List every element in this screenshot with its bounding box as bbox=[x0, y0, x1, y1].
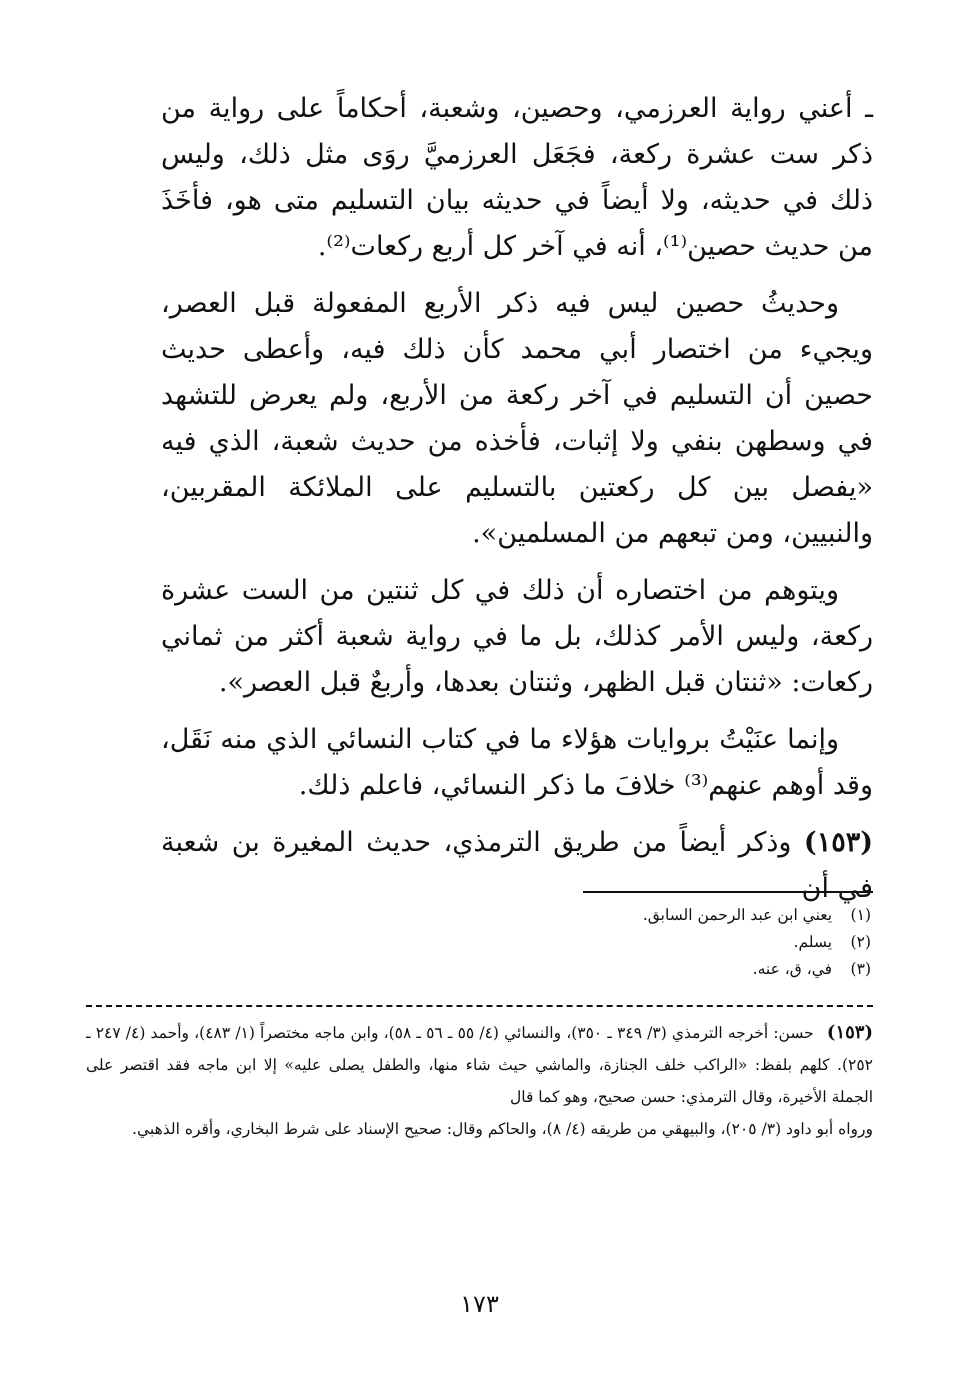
footnote-text: في، ق، عنه. bbox=[752, 960, 833, 978]
hadith-number: (١٥٣) bbox=[803, 827, 873, 858]
takhrij-paragraph-2: ورواه أبو داود (٣/ ٢٠٥)، والبيهقي من طريقه (٤/ ٨)، والحاكم وقال: صحيح الإسناد على شرط البخاري، وأقره الذهبي. bbox=[132, 1120, 873, 1138]
paragraph-2: وحديثُ حصين ليس فيه ذكر الأربع المفعولة قبل العصر، ويجيء من اختصار أبي محمد كأن ذلك فيه، وأعطى حديث حصين أن التسليم في آخر ركعة من الأربع، ولم يعرض للتشهد في وسطهن بنفي ولا إثبات، فأخذه من حديث شعبة، الذي فيه «يفصل بين كل ركعتين بالتسليم على الملائكة المقربين، والنبيين، ومن تبعهم من المسلمين». bbox=[161, 288, 873, 549]
main-text bbox=[161, 86, 873, 923]
footnote-1 bbox=[171, 902, 871, 929]
paragraph-4: وإنما عنَيْتُ بروايات هؤلاء ما في كتاب النسائي الذي منه نَقَل، وقد أوهم عنهم⁽³⁾ خلافَ ما ذكر النسائي، فاعلم ذلك. bbox=[161, 724, 873, 801]
takhrij-section bbox=[86, 1017, 873, 1145]
footnote-mark: (١) bbox=[850, 906, 871, 924]
footnote-text: يعني ابن عبد الرحمن السابق. bbox=[642, 906, 833, 924]
takhrij-number: (١٥٣) bbox=[826, 1022, 873, 1043]
hadith-text: وذكر أيضاً من طريق الترمذي، حديث المغيرة بن شعبة في أن bbox=[161, 827, 873, 904]
paragraph-5 bbox=[161, 820, 873, 912]
takhrij-text: حسن: أخرجه الترمذي (٣/ ٣٤٩ ـ ٣٥٠)، والنسائي (٤/ ٥٥ ـ ٥٦ ـ ٥٨)، وابن ماجه مختصراً (١/ ٤٨٣)، وأحمد (٤/ ٢٤٧ ـ ٢٥٢). كلهم بلفظ: «الراكب خلف الجنازة، والماشي حيث شاء منها، والطفل يصلى عليه» إلا ابن ماجه فقد اقتصر على الجملة الأخيرة، وقال الترمذي: حسن صحيح، وهو كما قال bbox=[86, 1024, 873, 1106]
takhrij-paragraph-1 bbox=[86, 1017, 873, 1113]
footnote-3 bbox=[171, 956, 871, 983]
footnote-mark: (٣) bbox=[850, 960, 871, 978]
paragraph-1: ـ أعني رواية العرزمي، وحصين، وشعبة، أحكاماً على رواية من ذكر ست عشرة ركعة، فجَعَل العرزميَّ روَى مثل ذلك، وليس ذلك في حديثه، ولا أيضاً في حديثه بيان التسليم متى هو، فأخَذَ من حديث حصين⁽¹⁾، أنه في آخر كل أربع ركعات⁽²⁾. bbox=[161, 93, 873, 262]
footnote-text: يسلم. bbox=[793, 933, 833, 951]
footnote-divider bbox=[583, 891, 873, 893]
footnote-2 bbox=[171, 929, 871, 956]
page-number: ١٧٣ bbox=[460, 1290, 499, 1318]
footnotes bbox=[171, 902, 871, 983]
footnote-mark: (٢) bbox=[850, 933, 871, 951]
takhrij-divider bbox=[86, 1005, 873, 1007]
paragraph-3: ويتوهم من اختصاره أن ذلك في كل ثنتين من الست عشرة ركعة، وليس الأمر كذلك، بل ما في رواية شعبة أكثر من ثماني ركعات: «ثنتان قبل الظهر، وثنتان بعدها، وأربعٌ قبل العصر». bbox=[161, 575, 873, 698]
